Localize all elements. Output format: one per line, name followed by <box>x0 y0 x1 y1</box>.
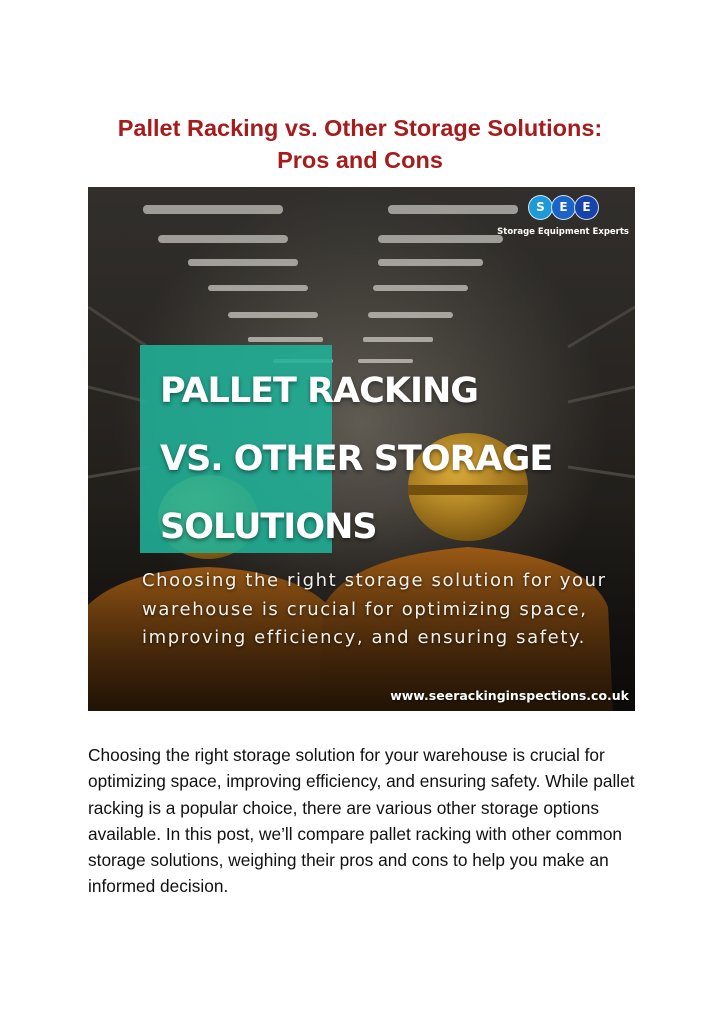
page-title <box>60 112 660 176</box>
page-title-line-2: Pros and Cons <box>277 147 443 173</box>
headline-line-2: VS. OTHER STORAGE <box>160 439 553 479</box>
banner-headline <box>160 357 552 561</box>
banner-image <box>88 187 635 711</box>
page-title-line-1: Pallet Racking vs. Other Storage Solutions: <box>117 115 603 141</box>
logo-tagline: Storage Equipment Experts <box>497 227 629 237</box>
website-url: www.seerackinginspections.co.uk <box>390 688 629 703</box>
headline-line-3: SOLUTIONS <box>160 507 377 547</box>
logo-letter-e1: E <box>551 195 576 220</box>
headline-line-1: PALLET RACKING <box>160 371 478 411</box>
see-logo <box>489 195 629 239</box>
logo-circles <box>530 195 599 220</box>
banner-subtitle: Choosing the right storage solution for your warehouse is crucial for optimizing space, improving efficiency, and ensuring safety. <box>142 570 607 648</box>
intro-paragraph: Choosing the right storage solution for your warehouse is crucial for optimizing space, improving efficiency, and ensuring safety. While pallet racking is a popular choice, there are various other storage options available. In this post, we’ll compare pallet racking with other common storage solutions, weighing their pros and cons to help you make an informed decision. <box>88 745 635 897</box>
logo-letter-e2: E <box>574 195 599 220</box>
logo-letter-s: S <box>528 195 553 220</box>
